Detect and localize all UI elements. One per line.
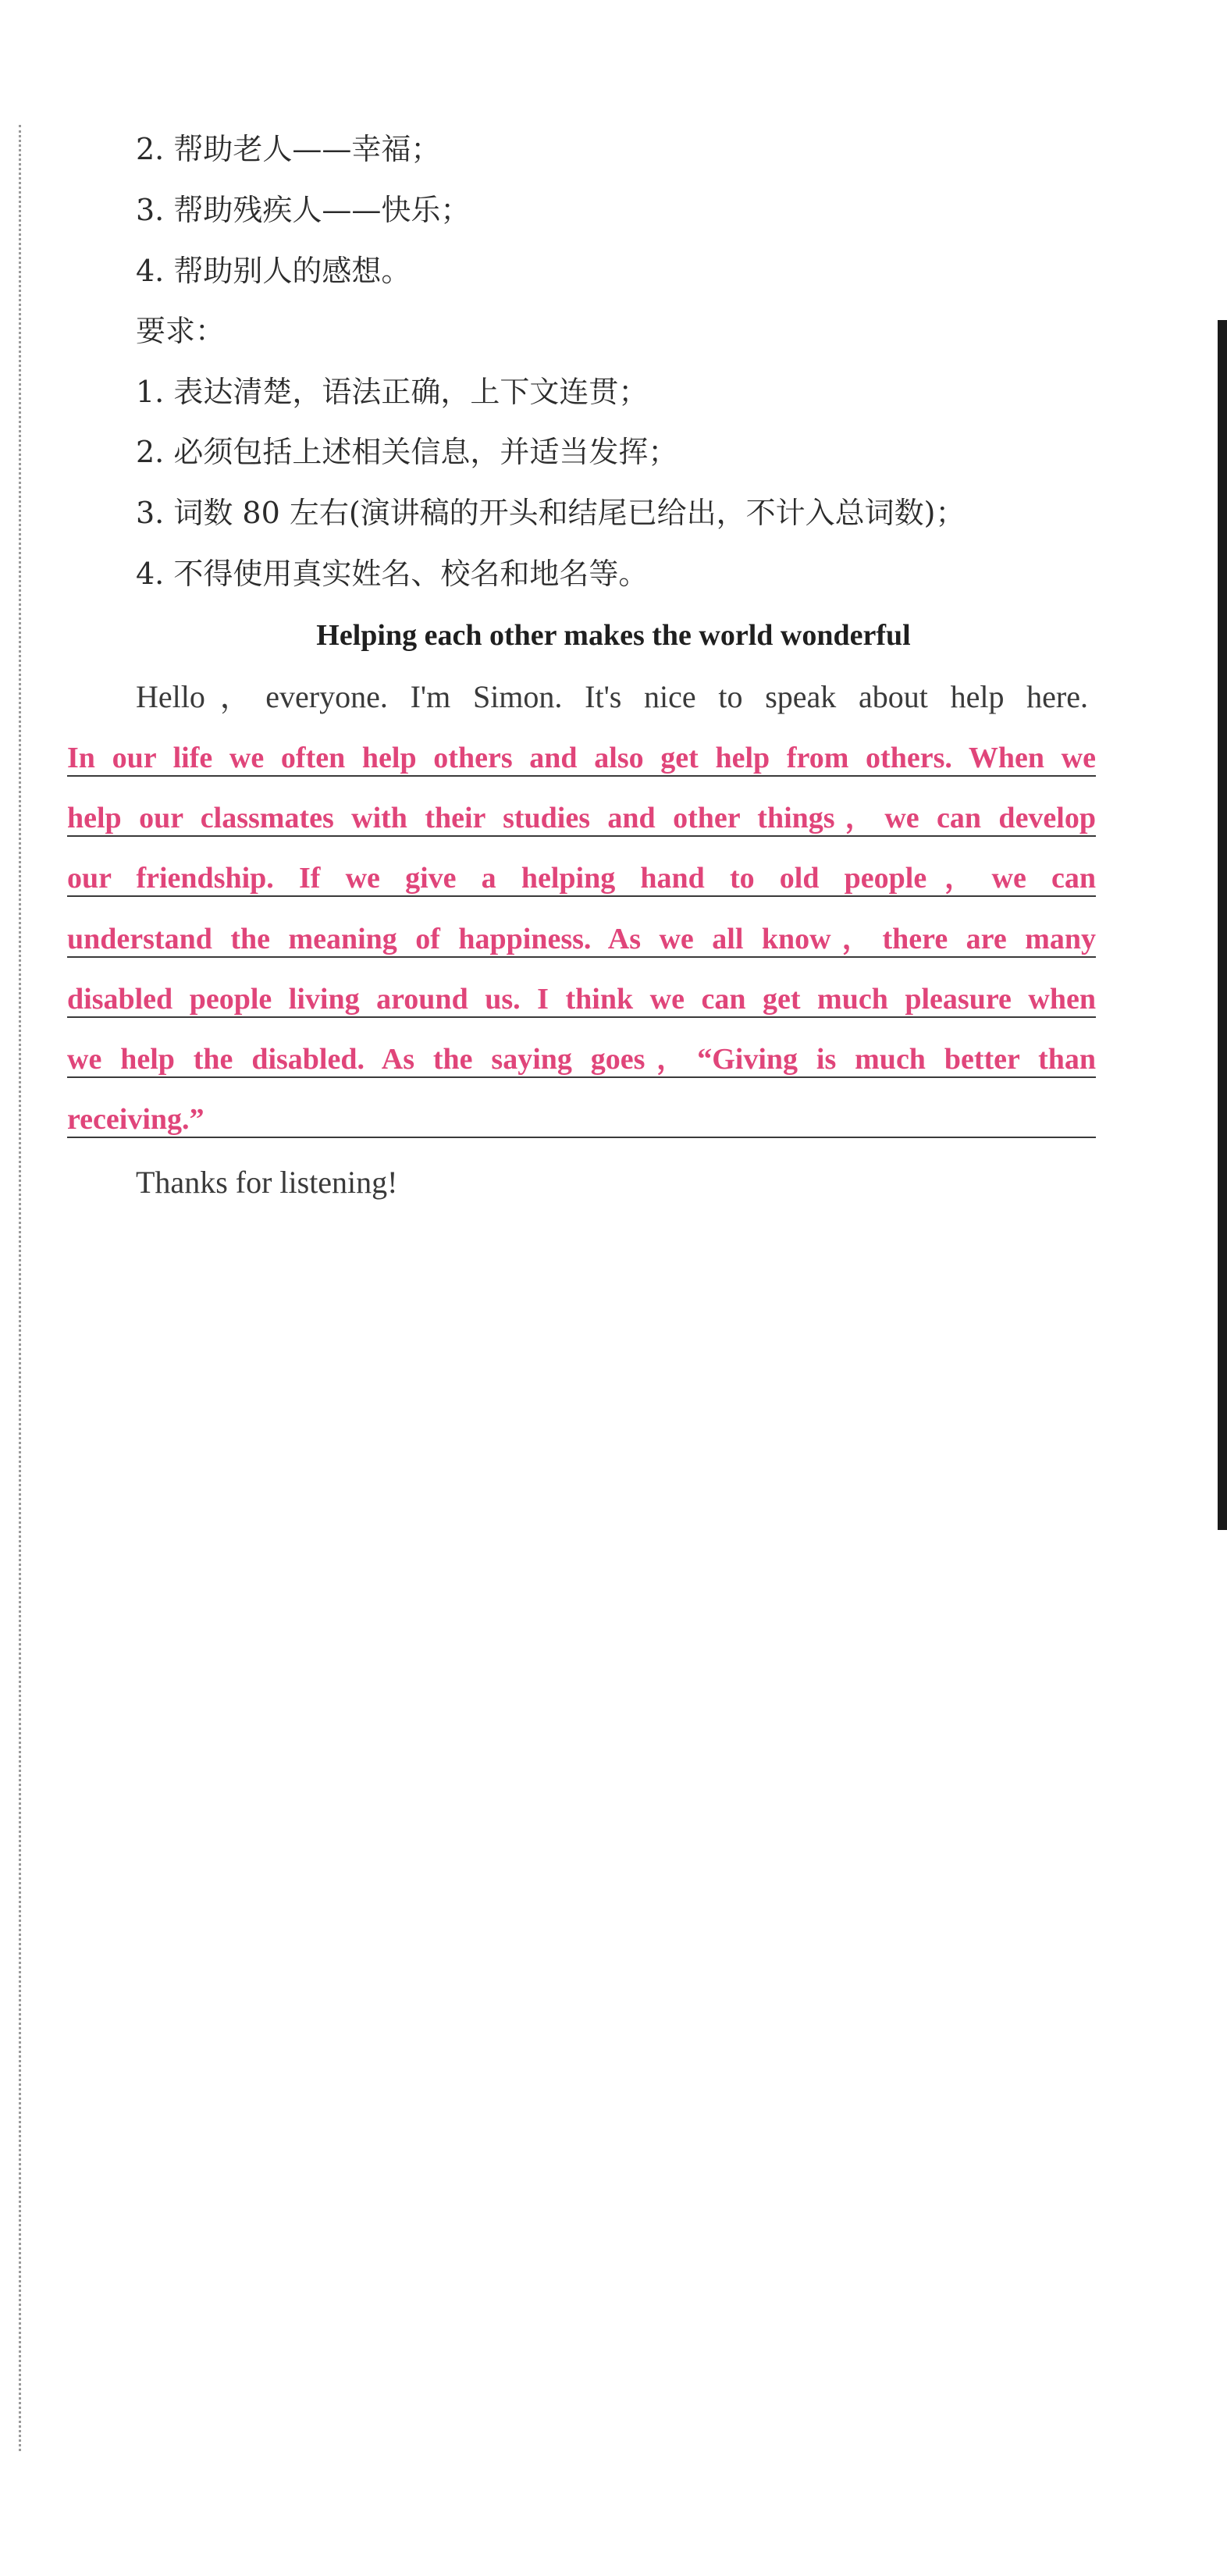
rule-item-2: 2. 必须包括上述相关信息，并适当发挥；	[136, 435, 678, 469]
writing-rule-4	[67, 956, 1096, 958]
rule-item-4: 4. 不得使用真实姓名、校名和地名等。	[136, 557, 649, 591]
writing-rule-6	[67, 1076, 1096, 1078]
writing-rule-5	[67, 1016, 1096, 1018]
essay-closing: Thanks for listening!	[136, 1165, 398, 1200]
answer-line-4: understand the meaning of happiness. As we all know，there are many	[67, 923, 1096, 955]
answer-line-7: receiving.”	[67, 1103, 204, 1136]
answer-line-5: disabled people living around us. I think we can get much pleasure when	[67, 983, 1096, 1016]
requirements-label: 要求：	[136, 314, 226, 348]
requirement-item-3: 3. 帮助残疾人——快乐；	[136, 193, 471, 227]
answer-line-2: help our classmates with their studies and other things，we can develop	[67, 802, 1096, 834]
binding-margin-line	[19, 125, 21, 2451]
writing-rule-2	[67, 835, 1096, 837]
requirement-item-2: 2. 帮助老人——幸福；	[136, 132, 441, 166]
writing-rule-1	[67, 775, 1096, 777]
answer-line-6: we help the disabled. As the saying goes，“Giving is much better than	[67, 1043, 1096, 1076]
answer-line-1: In our life we often help others and also get help from others. When we	[67, 742, 1096, 774]
requirement-item-4: 4. 帮助别人的感想。	[136, 254, 411, 288]
essay-opening: Hello，everyone. I'm Simon. It's nice to speak about help here.	[136, 679, 1088, 714]
essay-title: Helping each other makes the world wonderful	[316, 619, 911, 652]
rule-item-3: 3. 词数 80 左右(演讲稿的开头和结尾已给出，不计入总词数)；	[136, 496, 966, 530]
page-edge-shadow	[1218, 320, 1227, 1530]
answer-line-3: our friendship. If we give a helping hand to old people，we can	[67, 862, 1096, 895]
rule-item-1: 1. 表达清楚，语法正确，上下文连贯；	[136, 375, 649, 409]
writing-rule-7	[67, 1137, 1096, 1138]
writing-rule-3	[67, 895, 1096, 897]
